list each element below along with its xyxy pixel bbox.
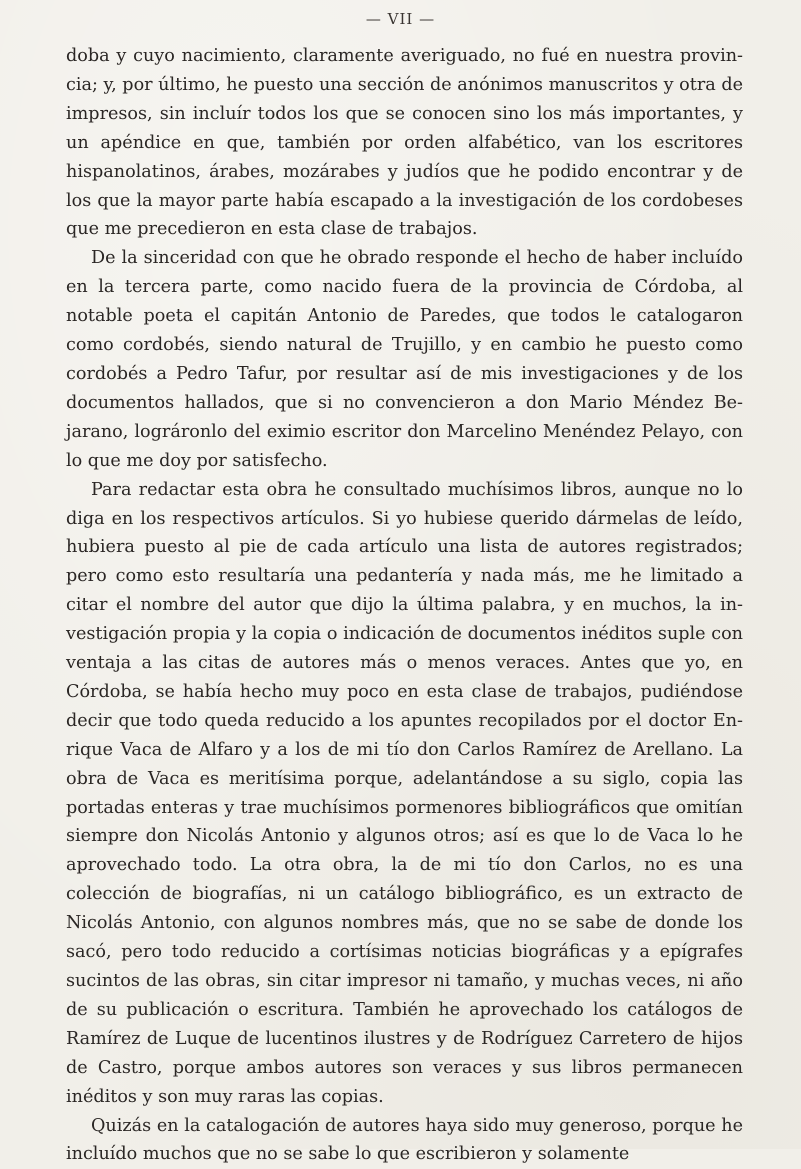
paragraph-1: doba y cuyo nacimiento, claramente averiguado, no fué en nuestra provincia; y, por último, he puesto una sección de anónimos manuscritos y otra de impresos, sin incluír todos los que se conocen sino los más importantes, y un apéndice en que, también por orden alfabético, van los escritores hispanolatinos, árabes, mozárabes y judíos que he podido encontrar y de los que la mayor parte había escapado a la investigación de los cordobeses que me precedieron en esta clase de trabajos.	[66, 46, 743, 240]
page-number: — VII —	[365, 10, 436, 28]
paragraph-3: Para redactar esta obra he consultado muchísimos libros, aunque no lo diga en los respectivos artículos. Si yo hubiese querido dármelas de leído, hubiera puesto al pie de cada artículo una lista de autores registrados; pero como esto resultaría una pedantería y nada más, me he limitado a citar el nombre del autor que dijo la última palabra, y en muchos, la investigación propia y la copia o indicación de documentos inéditos suple con ventaja a las citas de autores más o menos veraces. Antes que yo, en Córdoba, se había hecho muy poco en esta clase de trabajos, pudiéndose decir que todo queda reducido a los apuntes recopilados por el doctor Enrique Vaca de Alfaro y a los de mi tío don Carlos Ramírez de Arellano. La obra de Vaca es meritísima porque, adelantándose a su siglo, copia las portadas enteras y trae muchísimos pormenores bibliográficos que omitían siempre don Nicolás Antonio y algunos otros; así es que lo de Vaca lo he aprovechado todo. La otra obra, la de mi tío don Carlos, no es una colección de biografías, ni un catálogo bibliográfico, es un extracto de Nicolás Antonio, con algunos nombres más, que no se sabe de donde los sacó, pero todo reducido a cortísimas noticias biográficas y a epígrafes sucintos de las obras, sin citar impresor ni tamaño, y muchas veces, ni año de su publicación o escritura. También he aprovechado los catálogos de Ramírez de Luque de lucentinos ilustres y de Rodríguez Carretero de hijos de Castro, porque ambos autores son veraces y sus libros permanecen inéditos y son muy raras las copias.	[66, 479, 743, 1107]
body-text	[66, 42, 743, 1169]
paragraph-2: De la sinceridad con que he obrado responde el hecho de haber incluído en la tercera parte, como nacido fuera de la provincia de Córdoba, al notable poeta el capitán Antonio de Paredes, que todos le catalogaron como cordobés, siendo natural de Trujillo, y en cambio he puesto como cordobés a Pedro Tafur, por resultar así de mis investigaciones y de los documentos hallados, que si no convencieron a don Mario Méndez Bejarano, lográronlo del eximio escritor don Marcelino Menéndez Pelayo, con lo que me doy por satisfecho.	[66, 248, 743, 471]
paragraph-4: Quizás en la catalogación de autores haya sido muy generoso, porque he incluído muchos que no se sabe lo que escribieron y solamente	[66, 1115, 743, 1165]
